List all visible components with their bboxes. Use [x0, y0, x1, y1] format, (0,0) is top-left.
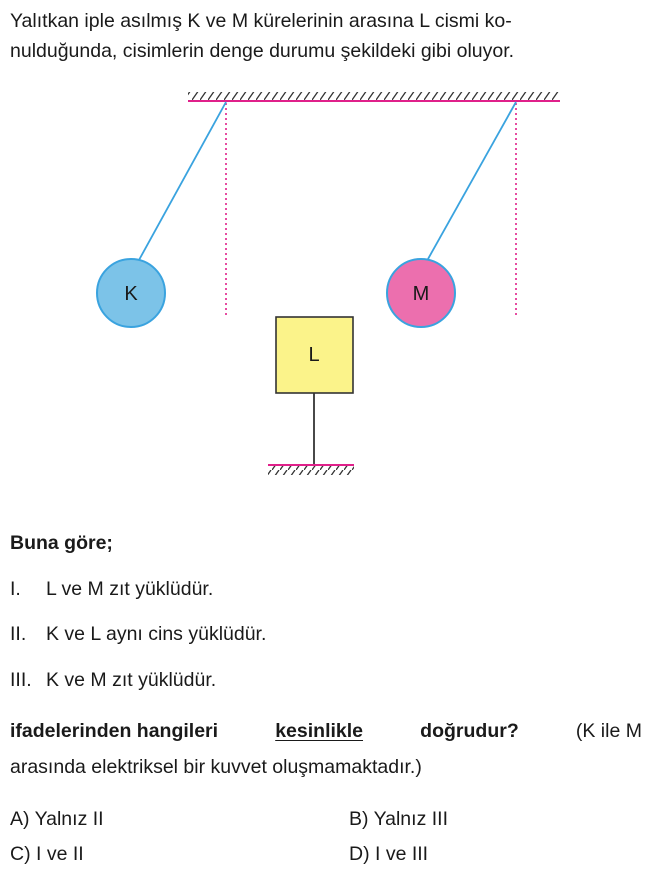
- question-prompt: [10, 713, 642, 785]
- statement-3: [10, 669, 216, 692]
- block-l-label: L: [308, 344, 320, 366]
- section-heading: Buna göre;: [10, 532, 113, 554]
- statement-number: III.: [10, 669, 32, 691]
- sphere-k-label: K: [124, 283, 138, 305]
- question-part-1: ifadelerinden hangileri: [10, 720, 219, 742]
- k-string: [139, 102, 226, 260]
- option-d[interactable]: D) I ve III: [349, 843, 429, 865]
- option-c[interactable]: C) I ve II: [10, 843, 84, 865]
- statement-text: K ve L aynı cins yüklüdür.: [46, 623, 267, 645]
- ground: [268, 465, 354, 475]
- intro-line-1: Yalıtkan iple asılmış K ve M kürelerinin arasına L cismi ko-: [10, 10, 512, 32]
- question-part-3: (K ile M: [575, 720, 642, 742]
- option-a[interactable]: A) Yalnız II: [10, 808, 104, 830]
- electrostatic-figure: [0, 88, 651, 488]
- question-line-2: arasında elektriksel bir kuvvet oluşmamaktadır.): [10, 756, 422, 778]
- intro-line-2: nulduğunda, cisimlerin denge durumu şekildeki gibi oluyor.: [10, 40, 515, 62]
- question-part-2: doğrudur?: [420, 720, 519, 742]
- question-emphasis: kesinlikle: [275, 720, 364, 742]
- question-intro: [10, 6, 642, 66]
- sphere-m-label: M: [412, 283, 430, 305]
- statement-number: II.: [10, 623, 27, 645]
- statement-number: I.: [10, 578, 21, 600]
- ceiling: [188, 92, 560, 101]
- option-b[interactable]: B) Yalnız III: [349, 808, 448, 830]
- statement-text: K ve M zıt yüklüdür.: [46, 669, 217, 691]
- statement-2: [10, 623, 266, 646]
- m-string: [428, 102, 516, 259]
- statement-1: [10, 578, 213, 601]
- statement-text: L ve M zıt yüklüdür.: [46, 578, 214, 600]
